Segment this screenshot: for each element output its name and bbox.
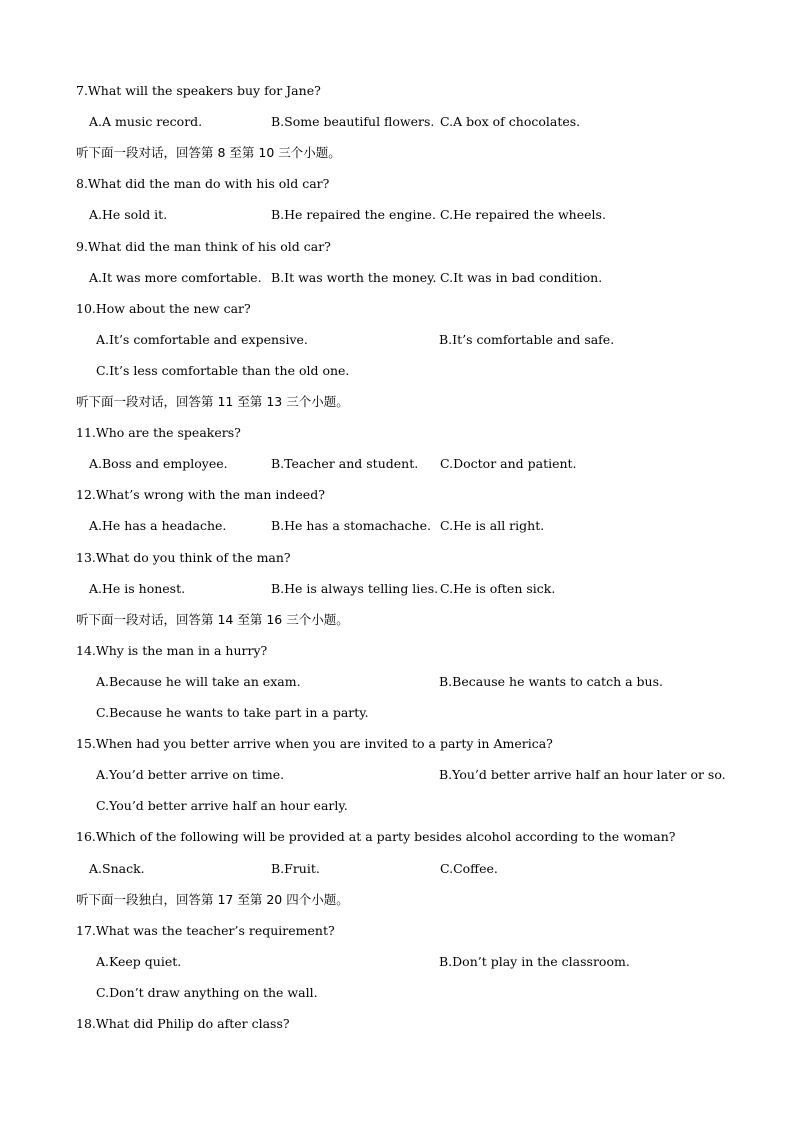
answer-option: C.He is all right. bbox=[440, 518, 545, 534]
answer-option: B.Fruit. bbox=[271, 860, 320, 876]
answer-option: C.Doctor and patient. bbox=[440, 456, 577, 472]
answer-option: C.It was in bad condition. bbox=[440, 269, 603, 285]
answer-option: B.He has a stomachache. bbox=[271, 518, 431, 534]
answer-option: B.Teacher and student. bbox=[271, 456, 419, 472]
options-line bbox=[0, 267, 794, 289]
question-line bbox=[0, 1013, 794, 1035]
question-text: 12.What’s wrong with the man indeed? bbox=[76, 487, 325, 503]
answer-option: A.A music record. bbox=[89, 114, 203, 130]
question-line bbox=[0, 920, 794, 942]
section-instruction-line bbox=[0, 889, 794, 911]
answer-option: A.Snack. bbox=[89, 860, 145, 876]
question-line bbox=[0, 640, 794, 662]
options-line bbox=[0, 578, 794, 600]
answer-option: A.He is honest. bbox=[89, 580, 186, 596]
options-line bbox=[0, 764, 794, 786]
answer-option: A.Because he will take an exam. bbox=[96, 673, 301, 689]
question-line bbox=[0, 80, 794, 102]
options-line bbox=[0, 982, 794, 1004]
section-instruction: 听下面一段对话，回答第 14 至第 16 三个小题。 bbox=[76, 611, 349, 627]
question-text: 14.Why is the man in a hurry? bbox=[76, 642, 268, 658]
question-line bbox=[0, 236, 794, 258]
question-text: 7.What will the speakers buy for Jane? bbox=[76, 83, 321, 98]
answer-option: B.He repaired the engine. bbox=[271, 207, 436, 223]
answer-option: A.Boss and employee. bbox=[89, 456, 228, 472]
answer-option: C.It’s less comfortable than the old one. bbox=[96, 362, 350, 378]
options-line bbox=[0, 329, 794, 351]
section-instruction: 听下面一段对话，回答第 11 至第 13 三个小题。 bbox=[76, 394, 349, 409]
answer-option: B.It’s comfortable and safe. bbox=[439, 331, 615, 347]
question-text: 11.Who are the speakers? bbox=[76, 425, 241, 441]
answer-option: C.A box of chocolates. bbox=[440, 114, 581, 130]
answer-option: B.Don’t play in the classroom. bbox=[439, 953, 630, 969]
question-text: 17.What was the teacher’s requirement? bbox=[76, 922, 335, 938]
question-line bbox=[0, 173, 794, 195]
question-line bbox=[0, 826, 794, 848]
answer-option: B.You’d better arrive half an hour later or so. bbox=[439, 767, 726, 783]
answer-option: A.He has a headache. bbox=[89, 518, 227, 534]
answer-option: A.It’s comfortable and expensive. bbox=[96, 331, 308, 347]
question-line bbox=[0, 547, 794, 569]
question-line bbox=[0, 298, 794, 320]
answer-option: B.It was worth the money. bbox=[271, 269, 437, 285]
question-text: 16.Which of the following will be provided at a party besides alcohol according to the woman? bbox=[76, 829, 676, 845]
options-line bbox=[0, 515, 794, 537]
answer-option: B.Some beautiful flowers. bbox=[271, 114, 435, 130]
question-line bbox=[0, 733, 794, 755]
options-line bbox=[0, 671, 794, 693]
options-line bbox=[0, 453, 794, 475]
question-text: 15.When had you better arrive when you are invited to a party in America? bbox=[76, 736, 553, 752]
answer-option: A.It was more comfortable. bbox=[89, 269, 262, 285]
section-instruction-line bbox=[0, 391, 794, 413]
question-text: 8.What did the man do with his old car? bbox=[76, 176, 330, 192]
options-line bbox=[0, 702, 794, 724]
options-line bbox=[0, 360, 794, 382]
question-text: 18.What did Philip do after class? bbox=[76, 1016, 290, 1031]
section-instruction-line bbox=[0, 142, 794, 164]
question-line bbox=[0, 484, 794, 506]
answer-option: A.Keep quiet. bbox=[96, 953, 182, 969]
options-line bbox=[0, 858, 794, 880]
answer-option: C.Coffee. bbox=[440, 860, 498, 876]
section-instruction: 听下面一段对话，回答第 8 至第 10 三个小题。 bbox=[76, 145, 341, 161]
options-line bbox=[0, 204, 794, 226]
answer-option: C.You’d better arrive half an hour early. bbox=[96, 798, 348, 814]
answer-option: C.He is often sick. bbox=[440, 580, 556, 596]
options-line bbox=[0, 795, 794, 817]
answer-option: A.You’d better arrive on time. bbox=[96, 767, 285, 783]
question-text: 9.What did the man think of his old car? bbox=[76, 238, 331, 254]
answer-option: B.Because he wants to catch a bus. bbox=[439, 673, 663, 689]
options-line bbox=[0, 111, 794, 133]
options-line bbox=[0, 951, 794, 973]
answer-option: A.He sold it. bbox=[89, 207, 168, 223]
section-instruction: 听下面一段独白，回答第 17 至第 20 四个小题。 bbox=[76, 891, 349, 907]
answer-option: C.Because he wants to take part in a party. bbox=[96, 705, 369, 720]
question-text: 13.What do you think of the man? bbox=[76, 549, 291, 565]
answer-option: C.Don’t draw anything on the wall. bbox=[96, 984, 318, 1000]
section-instruction-line bbox=[0, 609, 794, 631]
question-text: 10.How about the new car? bbox=[76, 300, 251, 316]
question-line bbox=[0, 422, 794, 444]
answer-option: C.He repaired the wheels. bbox=[440, 207, 606, 223]
answer-option: B.He is always telling lies. bbox=[271, 580, 439, 596]
